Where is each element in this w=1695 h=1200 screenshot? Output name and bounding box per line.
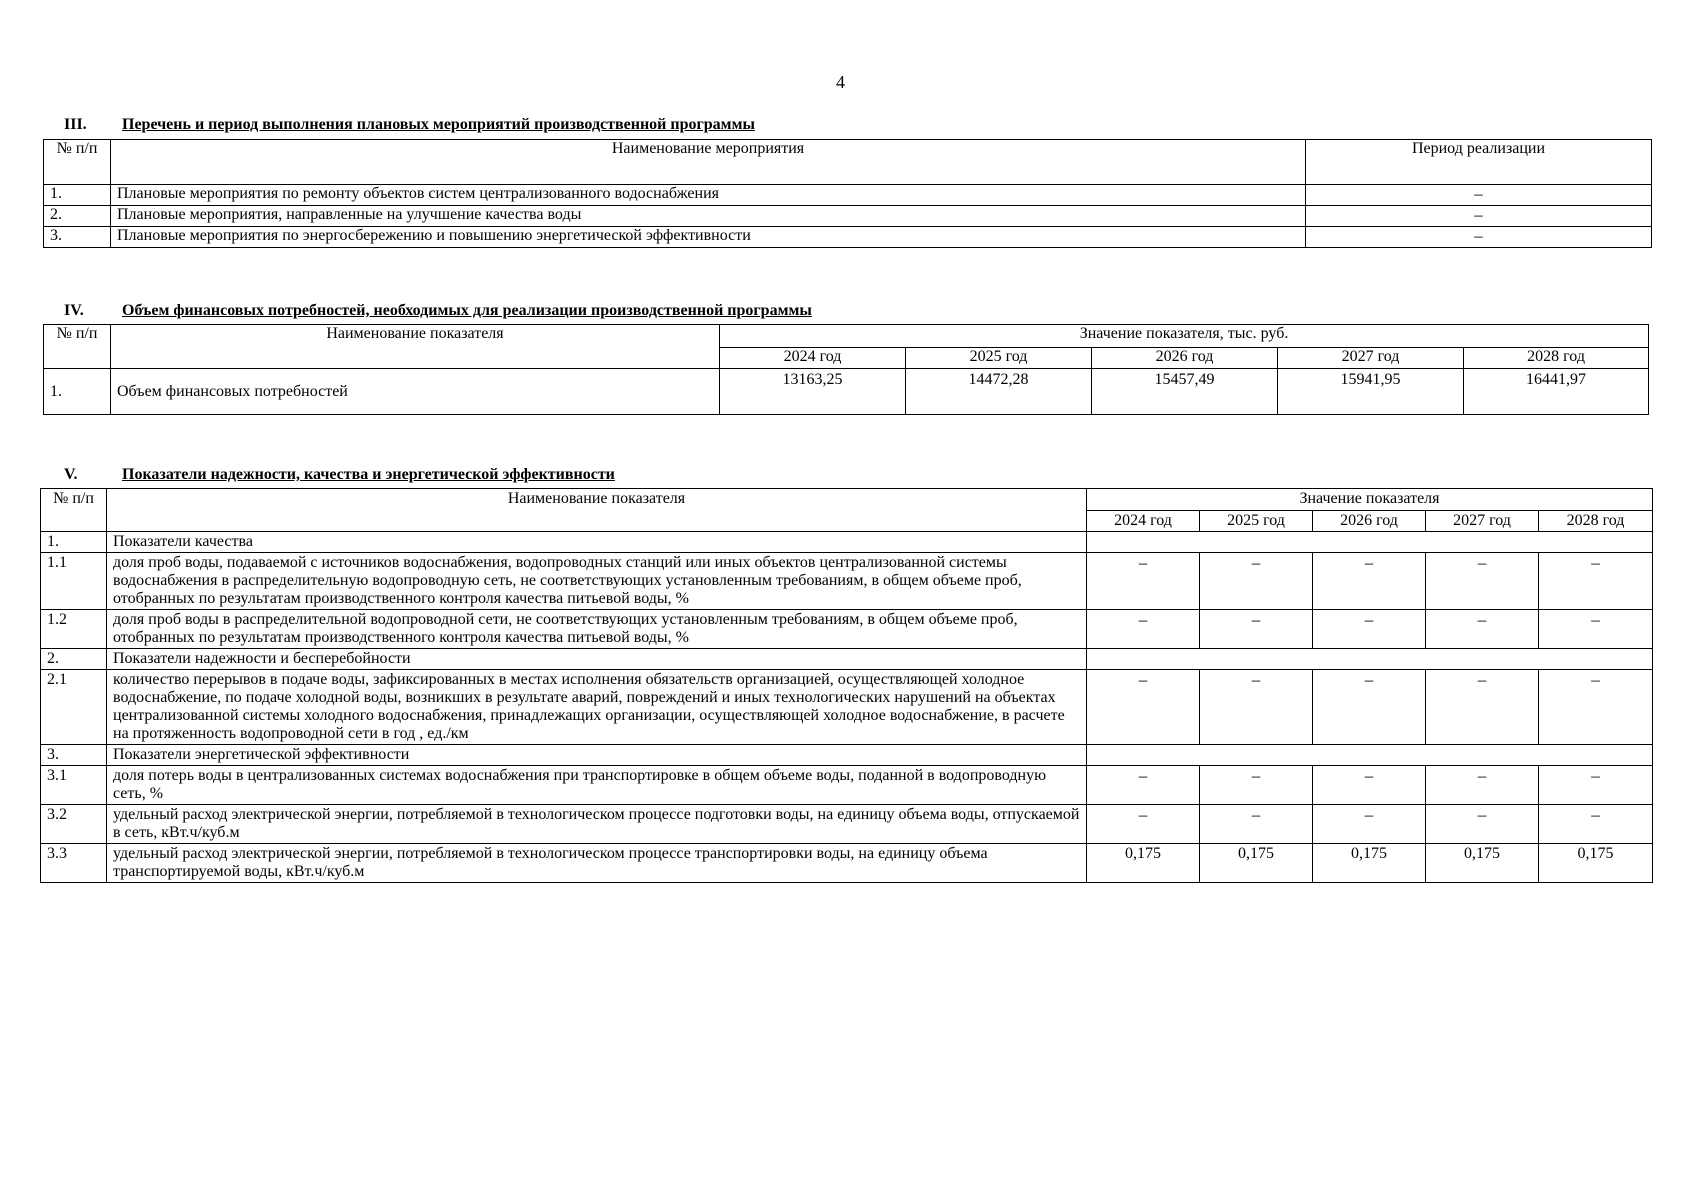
row-value: 15941,95 (1278, 369, 1464, 415)
row-value: 13163,25 (720, 369, 906, 415)
section4-title-text: Объем финансовых потребностей, необходимых для реализации производственной программы (122, 302, 812, 319)
year-header: 2026 год (1092, 348, 1278, 369)
year-header: 2028 год (1539, 511, 1653, 532)
row-name: Показатели энергетической эффективности (107, 745, 1087, 766)
row-value: – (1087, 553, 1200, 610)
row-value: 15457,49 (1092, 369, 1278, 415)
row-value: – (1313, 553, 1426, 610)
year-header: 2024 год (720, 348, 906, 369)
col-value-header: Значение показателя (1087, 489, 1653, 511)
row-value: – (1087, 670, 1200, 745)
table-row (41, 670, 1653, 745)
page-number: 4 (836, 72, 845, 92)
row-value: – (1539, 610, 1653, 649)
row-name: удельный расход электрической энергии, потребляемой в технологическом процессе подготовки воды, на единицу объема воды, отпускаемой в сеть, кВт.ч/куб.м (107, 805, 1087, 844)
group-row (41, 649, 1653, 670)
row-num: 1.2 (41, 610, 107, 649)
row-name: Плановые мероприятия, направленные на улучшение качества воды (111, 206, 1306, 227)
row-value: 16441,97 (1464, 369, 1649, 415)
reliability-indicators-table (40, 488, 1653, 883)
row-value: – (1200, 670, 1313, 745)
table-row (41, 610, 1653, 649)
table-row (41, 766, 1653, 805)
row-name: удельный расход электрической энергии, потребляемой в технологическом процессе транспортировки воды, на единицу объема транспортируемой воды, кВт.ч/куб.м (107, 844, 1087, 883)
year-header: 2027 год (1278, 348, 1464, 369)
planned-activities-table (43, 139, 1652, 248)
row-value: – (1426, 670, 1539, 745)
row-name: Плановые мероприятия по ремонту объектов систем централизованного водоснабжения (111, 185, 1306, 206)
row-num: 3. (41, 745, 107, 766)
row-value: – (1426, 553, 1539, 610)
col-name-header: Наименование показателя (107, 489, 1087, 532)
row-name: Объем финансовых потребностей (111, 369, 720, 415)
table-row (41, 844, 1653, 883)
row-name: доля проб воды, подаваемой с источников водоснабжения, водопроводных станций или иных объектов централизованной системы водоснабжения в распределительную водопроводную сеть, не соответствующих установленным требованиям, в общем объеме проб, отобранных по результатам производственного контроля качества питьевой воды, % (107, 553, 1087, 610)
row-name: количество перерывов в подаче воды, зафиксированных в местах исполнения обязательств организацией, осуществляющей холодное водоснабжение, по подаче холодной воды, возникших в результате аварий, повреждений и иных технологических нарушений на объектах централизованной системы холодного водоснабжения, принадлежащих организации, осуществляющей холодное водоснабжение, в расчете на протяженность водопроводной сети в год , ед./км (107, 670, 1087, 745)
row-num: 3.2 (41, 805, 107, 844)
table-row (44, 206, 1652, 227)
col-name-header: Наименование мероприятия (111, 140, 1306, 185)
col-period-header: Период реализации (1306, 140, 1652, 185)
table-row (41, 553, 1653, 610)
group-empty-cell (1087, 745, 1653, 766)
row-num: 3. (44, 227, 111, 248)
row-value: 0,175 (1313, 844, 1426, 883)
group-empty-cell (1087, 649, 1653, 670)
row-num: 1.1 (41, 553, 107, 610)
year-header: 2025 год (906, 348, 1092, 369)
row-name: Показатели надежности и бесперебойности (107, 649, 1087, 670)
table-row (41, 805, 1653, 844)
row-value: – (1313, 766, 1426, 805)
row-num: 3.1 (41, 766, 107, 805)
row-num: 3.3 (41, 844, 107, 883)
row-num: 2.1 (41, 670, 107, 745)
row-value: – (1087, 805, 1200, 844)
row-value: – (1313, 805, 1426, 844)
col-num-header: № п/п (44, 325, 111, 369)
year-header: 2028 год (1464, 348, 1649, 369)
table-row (44, 369, 1649, 415)
row-name: Показатели качества (107, 532, 1087, 553)
section4-number: IV. (64, 302, 84, 319)
year-header: 2026 год (1313, 511, 1426, 532)
group-empty-cell (1087, 532, 1653, 553)
section3-title-text: Перечень и период выполнения плановых мероприятий производственной программы (122, 116, 755, 133)
row-value: 0,175 (1087, 844, 1200, 883)
row-name: Плановые мероприятия по энергосбережению и повышению энергетической эффективности (111, 227, 1306, 248)
row-value: – (1200, 610, 1313, 649)
year-header: 2027 год (1426, 511, 1539, 532)
row-value: – (1313, 670, 1426, 745)
row-value: – (1087, 610, 1200, 649)
row-value: – (1426, 610, 1539, 649)
group-row (41, 745, 1653, 766)
row-value: – (1313, 610, 1426, 649)
col-num-header: № п/п (44, 140, 111, 185)
row-period: – (1306, 185, 1652, 206)
row-value: – (1539, 805, 1653, 844)
year-header: 2024 год (1087, 511, 1200, 532)
row-value: 0,175 (1426, 844, 1539, 883)
financial-needs-table (43, 324, 1649, 415)
row-value: – (1426, 766, 1539, 805)
section3-number: III. (64, 116, 87, 133)
col-value-header: Значение показателя, тыс. руб. (720, 325, 1649, 348)
row-value: – (1426, 805, 1539, 844)
section4-title (64, 302, 812, 320)
row-value: – (1200, 805, 1313, 844)
row-period: – (1306, 227, 1652, 248)
row-num: 1. (44, 369, 111, 415)
row-value: – (1539, 766, 1653, 805)
section5-title-text: Показатели надежности, качества и энергетической эффективности (122, 466, 615, 483)
row-value: 0,175 (1200, 844, 1313, 883)
table-row (44, 185, 1652, 206)
row-period: – (1306, 206, 1652, 227)
section3-title (64, 116, 755, 134)
row-num: 1. (44, 185, 111, 206)
row-num: 1. (41, 532, 107, 553)
col-name-header: Наименование показателя (111, 325, 720, 369)
row-name: доля проб воды в распределительной водопроводной сети, не соответствующих установленным требованиям, в общем объеме проб, отобранных по результатам производственного контроля качества питьевой воды, % (107, 610, 1087, 649)
group-row (41, 532, 1653, 553)
table-row (44, 227, 1652, 248)
row-value: – (1087, 766, 1200, 805)
section5-number: V. (64, 466, 78, 483)
row-value: – (1539, 670, 1653, 745)
col-num-header: № п/п (41, 489, 107, 532)
row-value: 0,175 (1539, 844, 1653, 883)
row-value: – (1200, 766, 1313, 805)
year-header: 2025 год (1200, 511, 1313, 532)
row-name: доля потерь воды в централизованных системах водоснабжения при транспортировке в общем объеме воды, поданной в водопроводную сеть, % (107, 766, 1087, 805)
row-num: 2. (41, 649, 107, 670)
row-num: 2. (44, 206, 111, 227)
row-value: 14472,28 (906, 369, 1092, 415)
row-value: – (1539, 553, 1653, 610)
section5-title (64, 466, 615, 484)
row-value: – (1200, 553, 1313, 610)
